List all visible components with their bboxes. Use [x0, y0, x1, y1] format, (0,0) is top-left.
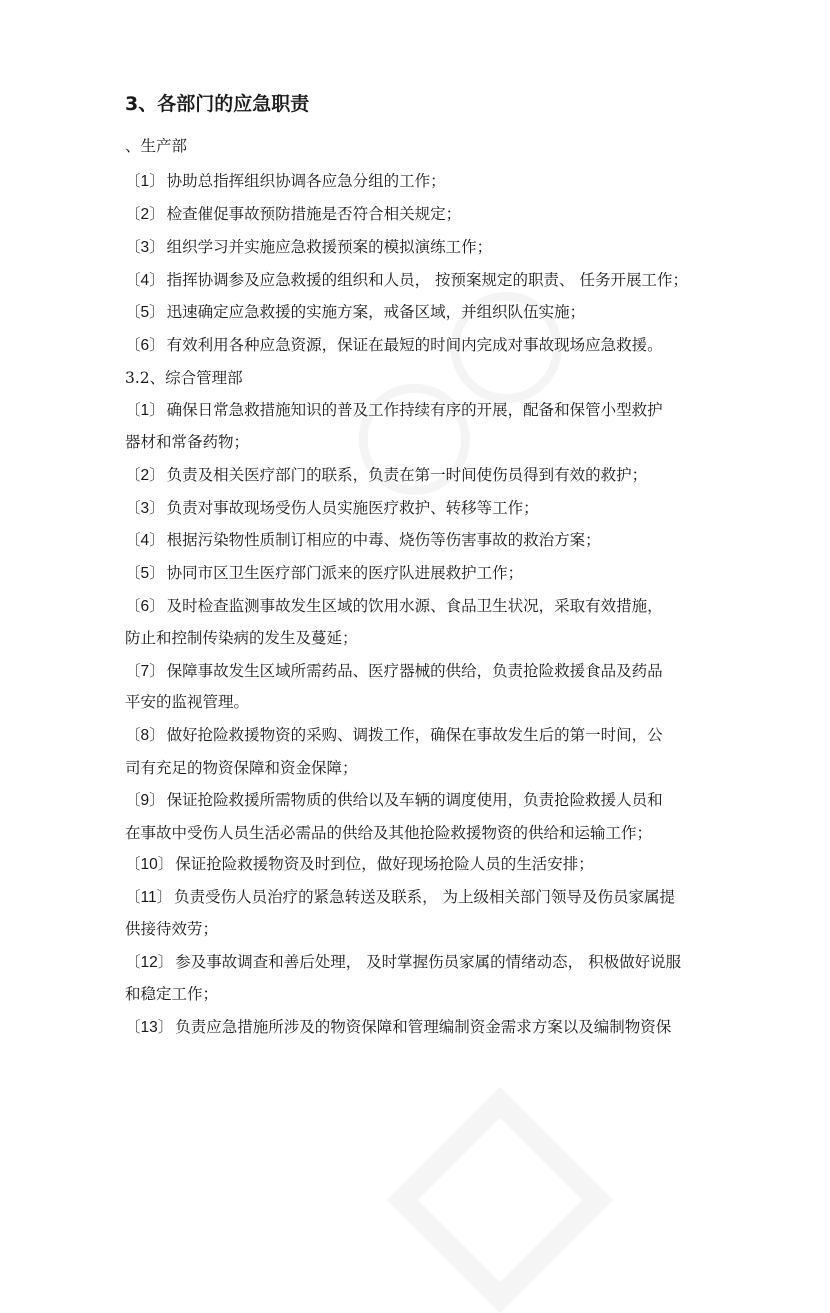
item-text: 保障事故发生区域所需药品、医疗器械的供给，负责抢险救援食品及药品 [166, 662, 663, 680]
list-item-continuation: 和稳定工作； [125, 985, 219, 1003]
list-item-continuation: 器材和常备药物； [125, 433, 250, 451]
item-number: 〔5〕 [125, 565, 165, 582]
item-text: 做好抢险救援物资的采购、调拨工作，确保在事故发生后的第一时间，公 [166, 726, 663, 744]
item-number: 〔9〕 [125, 792, 165, 809]
item-number: 〔3〕 [125, 239, 165, 256]
item-number: 〔11〕 [125, 889, 173, 906]
item-number: 〔2〕 [125, 467, 165, 484]
item-number: 〔2〕 [125, 206, 165, 223]
list-item-continuation: 平安的监视管理。 [125, 693, 250, 711]
list-item [125, 497, 539, 520]
item-text: 参及事故调查和善后处理， 及时掌握伤员家属的情绪动态， 积极做好说服 [175, 953, 682, 971]
item-number: 〔4〕 [125, 272, 165, 289]
section-heading-general-management: 3.2、综合管理部 [125, 369, 243, 387]
list-item-continuation: 司有充足的物资保障和资金保障； [125, 759, 358, 777]
watermark-logo [387, 1087, 613, 1313]
item-number: 〔7〕 [125, 663, 165, 680]
item-number: 〔4〕 [125, 532, 165, 549]
item-number: 〔10〕 [125, 856, 174, 873]
item-text: 组织学习并实施应急救援预案的模拟演练工作； [166, 238, 493, 256]
list-item [125, 203, 461, 226]
list-item [125, 170, 446, 193]
item-text: 有效利用各种应急资源，保证在最短的时间内完成对事故现场应急救援。 [166, 336, 663, 354]
list-item-continuation: 在事故中受伤人员生活必需品的供给及其他抢险救援物资的供给和运输工作； [125, 824, 653, 842]
list-item [125, 1016, 671, 1039]
list-item [125, 724, 663, 747]
item-text: 负责及相关医疗部门的联系，负责在第一时间使伤员得到有效的救护； [166, 466, 648, 484]
list-item [125, 595, 663, 618]
item-number: 〔6〕 [125, 337, 165, 354]
section-heading-production: 、生产部 [125, 137, 188, 155]
list-item [125, 399, 663, 422]
list-item [125, 886, 675, 909]
item-number: 〔6〕 [125, 598, 165, 615]
item-text: 根据污染物性质制订相应的中毒、烧伤等伤害事故的救治方案； [166, 531, 601, 549]
item-text: 保证抢险救援所需物质的供给以及车辆的调度使用，负责抢险救援人员和 [166, 791, 663, 809]
list-item [125, 789, 663, 812]
item-text: 负责应急措施所涉及的物资保障和管理编制资金需求方案以及编制物资保 [175, 1018, 672, 1036]
list-item [125, 529, 601, 552]
item-text: 指挥协调参及应急救援的组织和人员， 按预案规定的职责、 任务开展工作； [166, 271, 688, 289]
list-item-continuation: 供接待效劳； [125, 920, 219, 938]
item-text: 负责受伤人员治疗的紧急转送及联系， 为上级相关部门领导及伤员家属提 [174, 888, 676, 906]
list-item [125, 236, 492, 259]
item-number: 〔1〕 [125, 402, 165, 419]
list-item-continuation: 防止和控制传染病的发生及蔓延； [125, 629, 358, 647]
list-item [125, 853, 594, 876]
item-text: 确保日常急救措施知识的普及工作持续有序的开展，配备和保管小型救护 [166, 401, 663, 419]
item-text: 迅速确定应急救援的实施方案，戒备区域，并组织队伍实施； [166, 303, 586, 321]
list-item [125, 269, 688, 292]
list-item [125, 334, 663, 357]
item-text: 负责对事故现场受伤人员实施医疗救护、转移等工作； [166, 499, 539, 517]
item-number: 〔12〕 [125, 954, 174, 971]
page-title: 3、各部门的应急职责 [125, 93, 310, 115]
item-text: 协助总指挥组织协调各应急分组的工作； [166, 172, 446, 190]
list-item [125, 951, 681, 974]
item-number: 〔8〕 [125, 727, 165, 744]
list-item [125, 301, 585, 324]
item-text: 保证抢险救援物资及时到位，做好现场抢险人员的生活安排； [175, 855, 594, 873]
list-item [125, 464, 647, 487]
item-text: 及时检查监测事故发生区域的饮用水源、食品卫生状况，采取有效措施， [166, 597, 663, 615]
list-item [125, 660, 663, 683]
item-number: 〔5〕 [125, 304, 165, 321]
item-number: 〔13〕 [125, 1019, 174, 1036]
item-text: 协同市区卫生医疗部门派来的医疗队进展救护工作； [166, 564, 524, 582]
item-text: 检查催促事故预防措施是否符合相关规定； [166, 205, 462, 223]
item-number: 〔3〕 [125, 500, 165, 517]
item-number: 〔1〕 [125, 173, 165, 190]
list-item [125, 562, 523, 585]
